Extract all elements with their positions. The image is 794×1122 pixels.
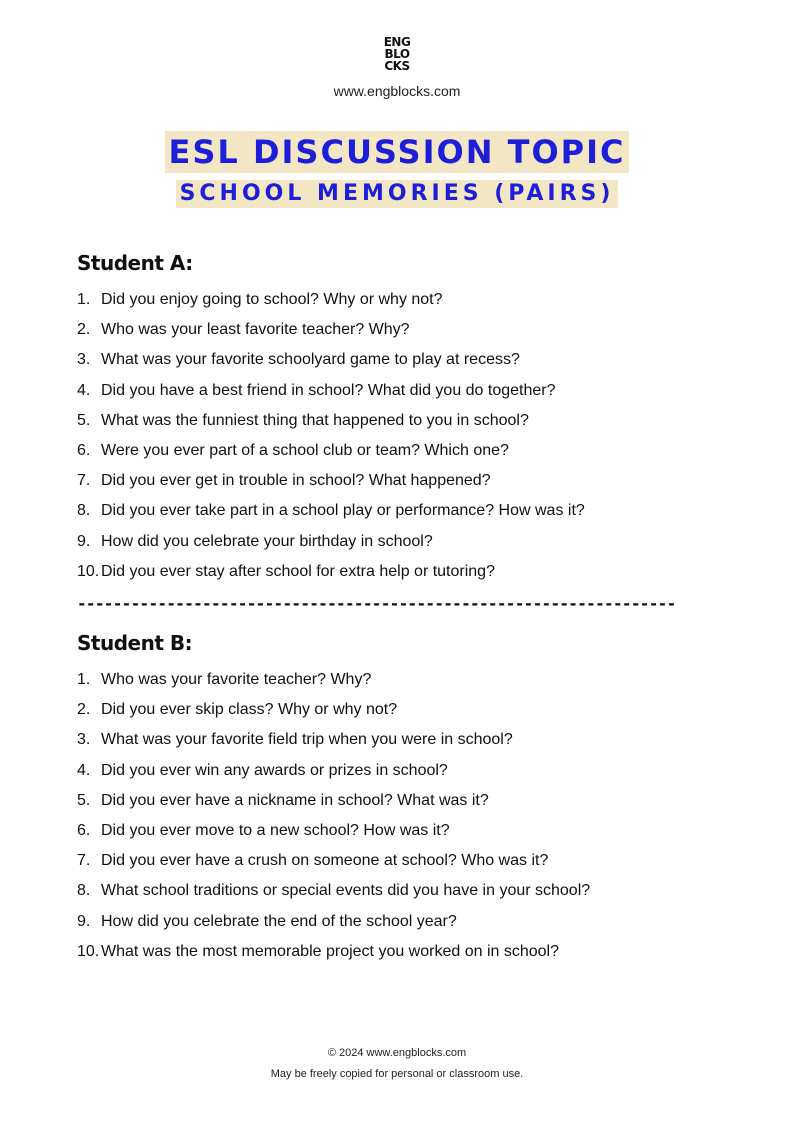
student-b-section [77,631,717,967]
question-number: 3. [77,351,91,369]
question-text: Did you have a best friend in school? What did you do together? [101,381,556,399]
logo-line: CKS [384,59,410,73]
question-item [77,557,717,587]
student-b-question-list [77,665,717,967]
logo-line: ENG [383,35,411,49]
page-subtitle: SCHOOL MEMORIES (PAIRS) [176,180,619,208]
question-number: 5. [77,791,91,809]
question-item [77,756,717,786]
question-text: Did you ever have a nickname in school? What was it? [101,791,489,809]
subtitle-container [0,180,794,208]
question-item [77,786,717,816]
footer-copyright: © 2024 www.engblocks.com [327,1047,467,1059]
question-item [77,436,717,466]
page-footer [0,1043,794,1085]
question-item [77,937,717,967]
question-text: Did you ever stay after school for extra help or tutoring? [101,562,495,580]
question-number: 9. [77,532,91,550]
question-item [77,406,717,436]
footer-license: May be freely copied for personal or classroom use. [270,1068,524,1080]
page-title: ESL DISCUSSION TOPIC [165,131,630,173]
question-text: What was your favorite schoolyard game to play at recess? [101,351,520,369]
question-text: Did you ever win any awards or prizes in school? [101,761,448,779]
question-number: 4. [77,381,91,399]
question-item [77,315,717,345]
student-a-question-list [77,285,717,587]
question-number: 7. [77,472,91,490]
question-number: 6. [77,441,91,459]
question-text: Did you enjoy going to school? Why or why not? [101,291,443,308]
question-text: Did you ever move to a new school? How was it? [101,821,450,839]
question-text: How did you celebrate the end of the school year? [101,912,457,930]
student-a-heading: Student A: [77,251,193,275]
student-a-section [77,251,717,587]
question-item [77,466,717,496]
question-item [77,285,717,315]
question-number: 4. [77,761,91,779]
question-item [77,376,717,406]
question-number: 6. [77,821,91,839]
question-number: 5. [77,411,91,429]
question-number: 8. [77,502,91,520]
question-text: Did you ever get in trouble in school? What happened? [101,472,491,490]
question-number: 7. [77,852,91,870]
question-item [77,725,717,755]
question-item [77,527,717,557]
site-url: www.engblocks.com [333,83,461,99]
section-divider: ------------------------------------------------------------------- [77,594,676,613]
question-text: Who was your favorite teacher? Why? [101,671,372,688]
question-number: 3. [77,731,91,749]
question-text: What was the most memorable project you worked on in school? [101,942,559,960]
logo-line: BLO [384,47,410,61]
question-number: 10. [77,942,100,960]
question-text: Did you ever skip class? Why or why not? [101,701,398,719]
question-number: 1. [77,291,91,308]
engblocks-logo [384,36,411,72]
question-text: What school traditions or special events did you have in your school? [101,882,591,900]
question-text: Who was your least favorite teacher? Why? [101,321,410,339]
question-number: 10. [77,562,100,580]
question-text: Did you ever have a crush on someone at school? Who was it? [101,852,549,870]
question-item [77,846,717,876]
question-number: 8. [77,882,91,900]
question-number: 9. [77,912,91,930]
question-text: Did you ever take part in a school play or performance? How was it? [101,502,585,520]
question-item [77,816,717,846]
question-item [77,876,717,906]
question-item [77,695,717,725]
page-header [0,36,794,99]
question-item [77,496,717,526]
question-item [77,345,717,375]
question-number: 1. [77,671,91,688]
question-text: How did you celebrate your birthday in school? [101,532,433,550]
question-number: 2. [77,321,91,339]
student-b-heading: Student B: [77,631,193,655]
question-text: What was your favorite field trip when you were in school? [101,731,513,749]
question-text: Were you ever part of a school club or team? Which one? [101,441,509,459]
question-item [77,907,717,937]
question-text: What was the funniest thing that happened to you in school? [101,411,529,429]
question-number: 2. [77,701,91,719]
title-container [0,131,794,173]
question-item [77,665,717,695]
